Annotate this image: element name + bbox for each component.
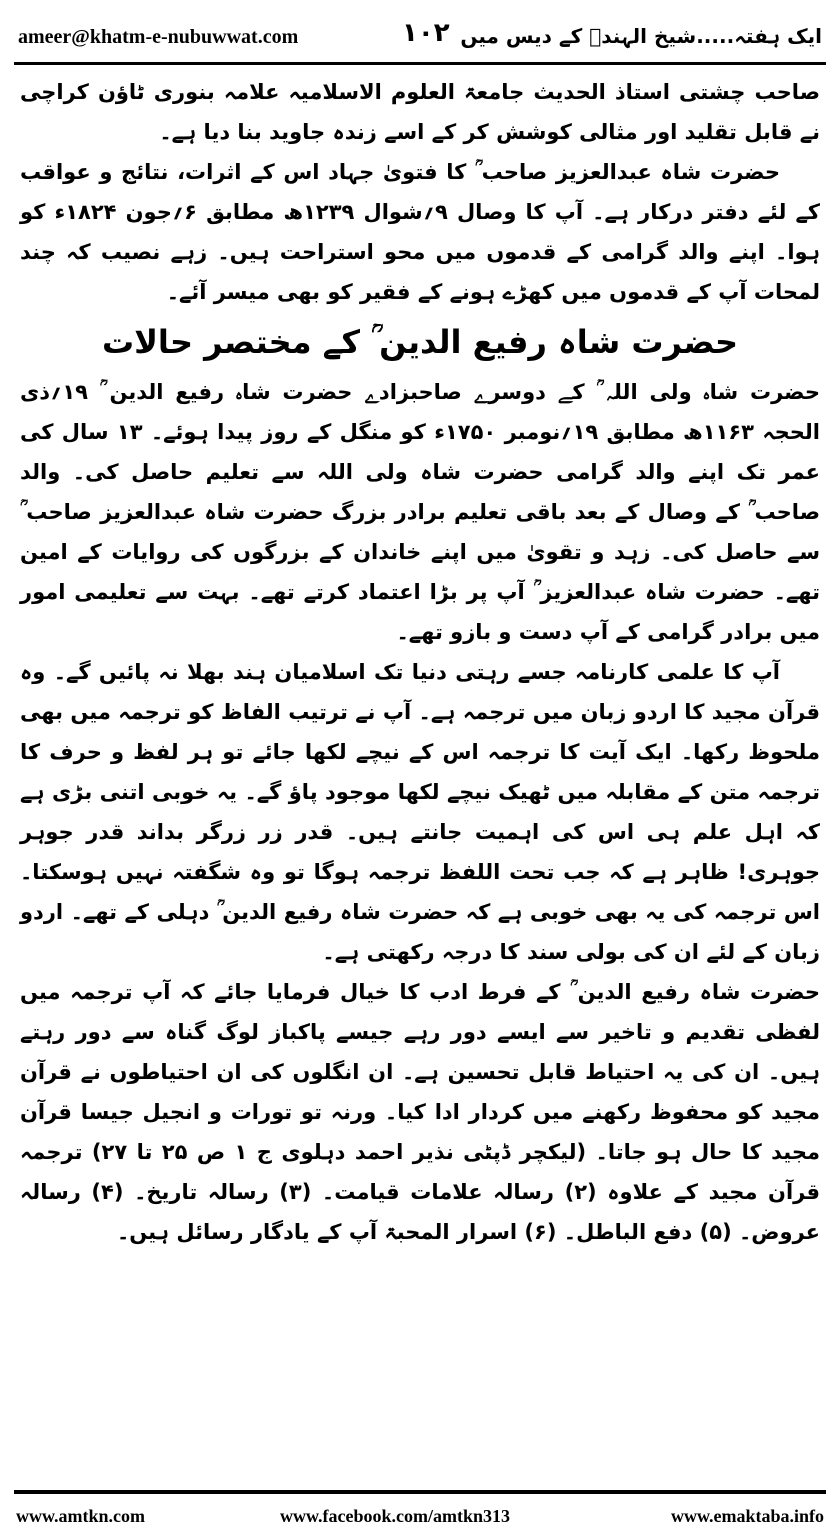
- paragraph-5: حضرت شاہ رفیع الدین ؒ کے فرط ادب کا خیال فرمایا جائے کہ آپ ترجمہ میں لفظی تقدیم و تاخیر سے ایسے دور رہے جیسے پاکباز لوگ گناہ سے دور رہتے ہیں۔ ان کی یہ احتیاط قابل تحسین ہے۔ ان انگلوں کی ان احتیاطوں نے قرآن مجید کو محفوظ رکھنے میں کردار ادا کیا۔ ورنہ تو تورات و انجیل جیسا قرآن مجید کا حال ہو جاتا۔ (لیکچر ڈپٹی نذیر احمد دہلوی ج ۱ ص ۲۵ تا ۲۷) ترجمہ قرآن مجید کے علاوہ (۲) رسالہ علامات قیامت۔ (۳) رسالہ تاریخ۔ (۴) رسالہ عروض۔ (۵) دفع الباطل۔ (۶) اسرار المحبۃ آپ کے یادگار رسائل ہیں۔: [20, 980, 820, 1244]
- page-footer: [14, 1500, 826, 1530]
- page-number: ۱۰۲: [402, 18, 450, 48]
- paragraph-4: آپ کا علمی کارنامہ جسے رہتی دنیا تک اسلامیان ہند بھلا نہ پائیں گے۔ وہ قرآن مجید کا اردو زبان میں ترجمہ ہے۔ آپ نے ترتیب الفاظ کو ترجمہ میں بھی ملحوظ رکھا۔ ایک آیت کا ترجمہ اس کے نیچے لکھا جائے تو ہر لفظ و حرف کا ترجمہ متن کے مقابلہ میں ٹھیک نیچے لکھا موجود پاؤ گے۔ یہ خوبی اتنی بڑی ہے کہ اہل علم ہی اس کی اہمیت جانتے ہیں۔ قدر زر زرگر بداند قدر جوہر جوہری! ظاہر ہے کہ جب تحت اللفظ ترجمہ ہوگا تو وہ شگفتہ نہیں ہوسکتا۔ اس ترجمہ کی یہ بھی خوبی ہے کہ حضرت شاہ رفیع الدین ؒ دہلی کے تھے۔ اردو زبان کے لئے ان کی بولی سند کا درجہ رکھتی ہے۔: [20, 660, 820, 964]
- header-email[interactable]: ameer@khatm-e-nubuwwat.com: [18, 26, 299, 48]
- footer-link-emaktaba[interactable]: www.emaktaba.info: [670, 1506, 824, 1526]
- page-header: [14, 18, 826, 58]
- paragraph-3: حضرت شاہ ولی اللہ ؒ کے دوسرے صاحبزادے حضرت شاہ رفیع الدین ؒ ۱۹؍ذی الحجہ ۱۱۶۳ھ مطابق ۱۹؍نومبر ۱۷۵۰ء کو منگل کے روز پیدا ہوئے۔ ۱۳ سال کی عمر تک اپنے والد گرامی حضرت شاہ ولی اللہ سے تعلیم حاصل کی۔ والد صاحب ؒ کے وصال کے بعد باقی تعلیم برادر بزرگ حضرت شاہ عبدالعزیز صاحب ؒ سے حاصل کی۔ زہد و تقویٰ میں اپنے خاندان کے بزرگوں کی روایات کے امین تھے۔ حضرت شاہ عبدالعزیز ؒ آپ پر بڑا اعتماد کرتے تھے۔ بہت سے تعلیمی امور میں برادر گرامی کے آپ دست و بازو تھے۔: [20, 380, 821, 644]
- page-body: [20, 72, 820, 1252]
- footer-divider: [14, 1490, 826, 1494]
- book-title: ایک ہفتہ.....شیخ الہندؒ کے دیس میں: [460, 24, 822, 48]
- header-divider: [14, 62, 826, 65]
- footer-link-amtkn[interactable]: www.amtkn.com: [16, 1506, 145, 1526]
- section-heading: حضرت شاہ رفیع الدین ؒ کے مختصر حالات: [101, 323, 739, 361]
- paragraph-1: صاحب چشتی استاذ الحدیث جامعۃ العلوم الاسلامیہ علامہ بنوری ٹاؤن کراچی نے قابل تقلید اور مثالی کوشش کر کے اسے زندہ جاوید بنا دیا ہے۔: [20, 80, 820, 144]
- footer-link-facebook[interactable]: www.facebook.com/amtkn313: [280, 1506, 510, 1526]
- paragraph-2: حضرت شاہ عبدالعزیز صاحب ؒ کا فتویٰ جہاد اس کے اثرات، نتائج و عواقب کے لئے دفتر درکار ہے۔ آپ کا وصال ۹؍شوال ۱۲۳۹ھ مطابق ۶؍جون ۱۸۲۴ء کو ہوا۔ اپنے والد گرامی کے قدموں میں محو استراحت ہیں۔ زہے نصیب کہ چند لمحات آپ کے قدموں میں کھڑے ہونے کے فقیر کو بھی میسر آئے۔: [20, 160, 821, 304]
